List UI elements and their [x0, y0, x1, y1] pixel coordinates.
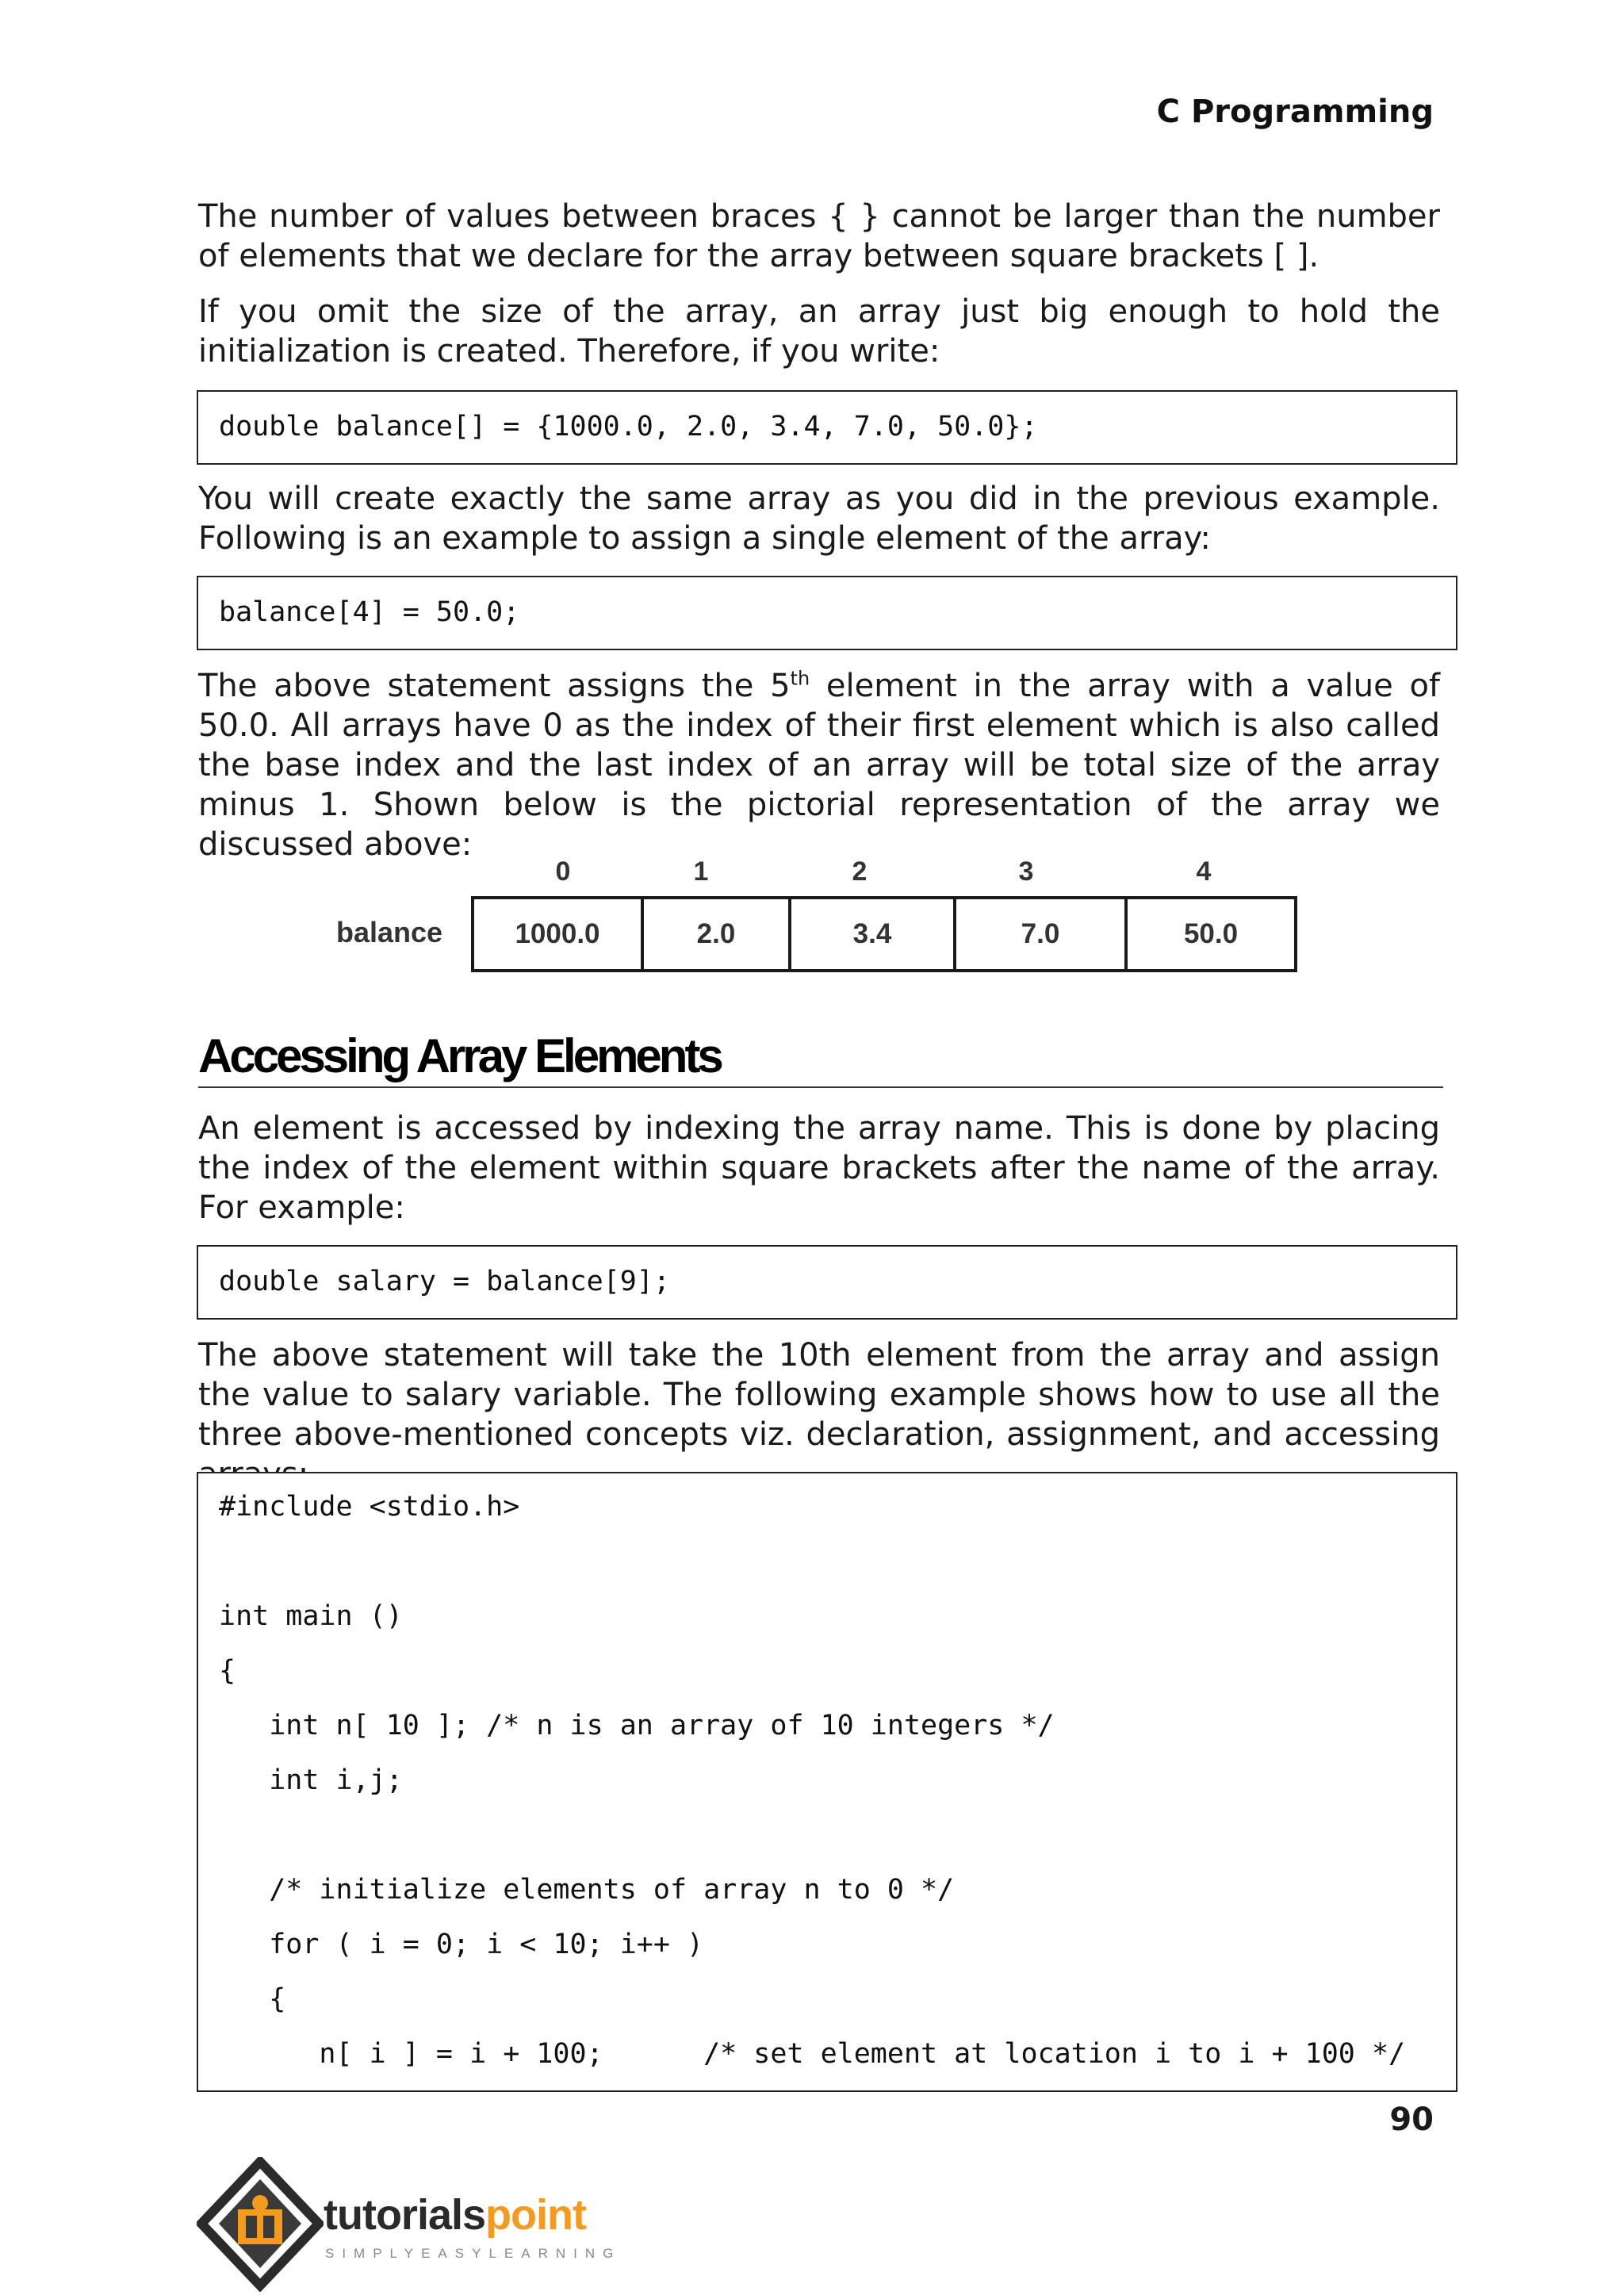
logo-word-point: point [485, 2191, 586, 2239]
ordinal-suffix: th [790, 667, 810, 690]
logo-tagline: SIMPLYEASYLEARNING [325, 2246, 622, 2261]
running-header: C Programming [1156, 94, 1434, 130]
code-line: int n[ 10 ]; /* n is an array of 10 integers */ [219, 1710, 1055, 1741]
code-line: balance[4] = 50.0; [219, 596, 520, 628]
array-index-label: 1 [693, 856, 709, 887]
paragraph-accessing: An element is accessed by indexing the array name. This is done by placing the index of the element within square brackets after the name of the array. For example: [198, 1110, 1440, 1226]
paragraph-text: The above statement assigns the 5 [198, 668, 791, 704]
logo-word-tutorials: tutorials [324, 2191, 486, 2239]
array-cell: 2.0 [641, 896, 791, 972]
code-line: n[ i ] = i + 100; /* set element at location i to i + 100 */ [219, 2038, 1406, 2070]
paragraph-example-intro: The above statement will take the 10th element from the array and assign the value to salary variable. The following example shows how to use all the three above-mentioned concepts viz. declaration, assignment, and accessing [198, 1337, 1440, 1453]
page-number: 90 [1389, 2102, 1434, 2138]
array-index-label: 2 [852, 856, 868, 887]
code-line: int i,j; [219, 1764, 403, 1796]
code-line: { [219, 1655, 236, 1687]
array-name-label: balance [336, 916, 443, 948]
tutorialspoint-logo [197, 2157, 672, 2292]
code-line: /* initialize elements of array n to 0 */ [219, 1874, 955, 1906]
array-cell: 3.4 [788, 896, 956, 972]
array-cell: 7.0 [953, 896, 1128, 972]
code-line: for ( i = 0; i < 10; i++ ) [219, 1929, 704, 1960]
paragraph-text: element in the array with a value of 50.0. All arrays have 0 as the index of their first element which is also called the base index and the last index of an array will be total size of the array minus 1. Shown below is the pictorial representation of the array we discussed above: [198, 668, 1441, 863]
code-line: double salary = balance[9]; [219, 1266, 670, 1297]
code-block-declaration [197, 390, 1457, 465]
paragraph-omit-size: If you omit the size of the array, an array just big enough to hold the initialization is created. Therefore, if you write: [198, 293, 1440, 370]
code-line: int main () [219, 1600, 403, 1632]
logo-wordmark [324, 2190, 586, 2239]
code-block-assignment [197, 576, 1457, 650]
section-heading: Accessing Array Elements [198, 1028, 1443, 1088]
array-cell: 1000.0 [471, 896, 644, 972]
array-index-label: 0 [555, 856, 571, 887]
paragraph-index-explanation [198, 666, 1440, 864]
array-cell: 50.0 [1124, 896, 1297, 972]
logo-diamond-icon [197, 2157, 324, 2292]
array-index-label: 4 [1196, 856, 1212, 887]
code-line: { [219, 1983, 286, 2015]
code-block-access [197, 1245, 1457, 1320]
code-line: #include <stdio.h> [219, 1491, 520, 1523]
code-line: double balance[] = {1000.0, 2.0, 3.4, 7.0, 50.0}; [219, 411, 1038, 443]
paragraph-same-array: You will create exactly the same array as you did in the previous example. Following is an example to assign a single element of the array: [198, 481, 1440, 557]
array-index-label: 3 [1018, 856, 1034, 887]
paragraph-braces-limit: The number of values between braces { } cannot be larger than the number of elements that we declare for the array between square brackets [ ]. [198, 198, 1440, 274]
code-block-example [197, 1472, 1457, 2092]
